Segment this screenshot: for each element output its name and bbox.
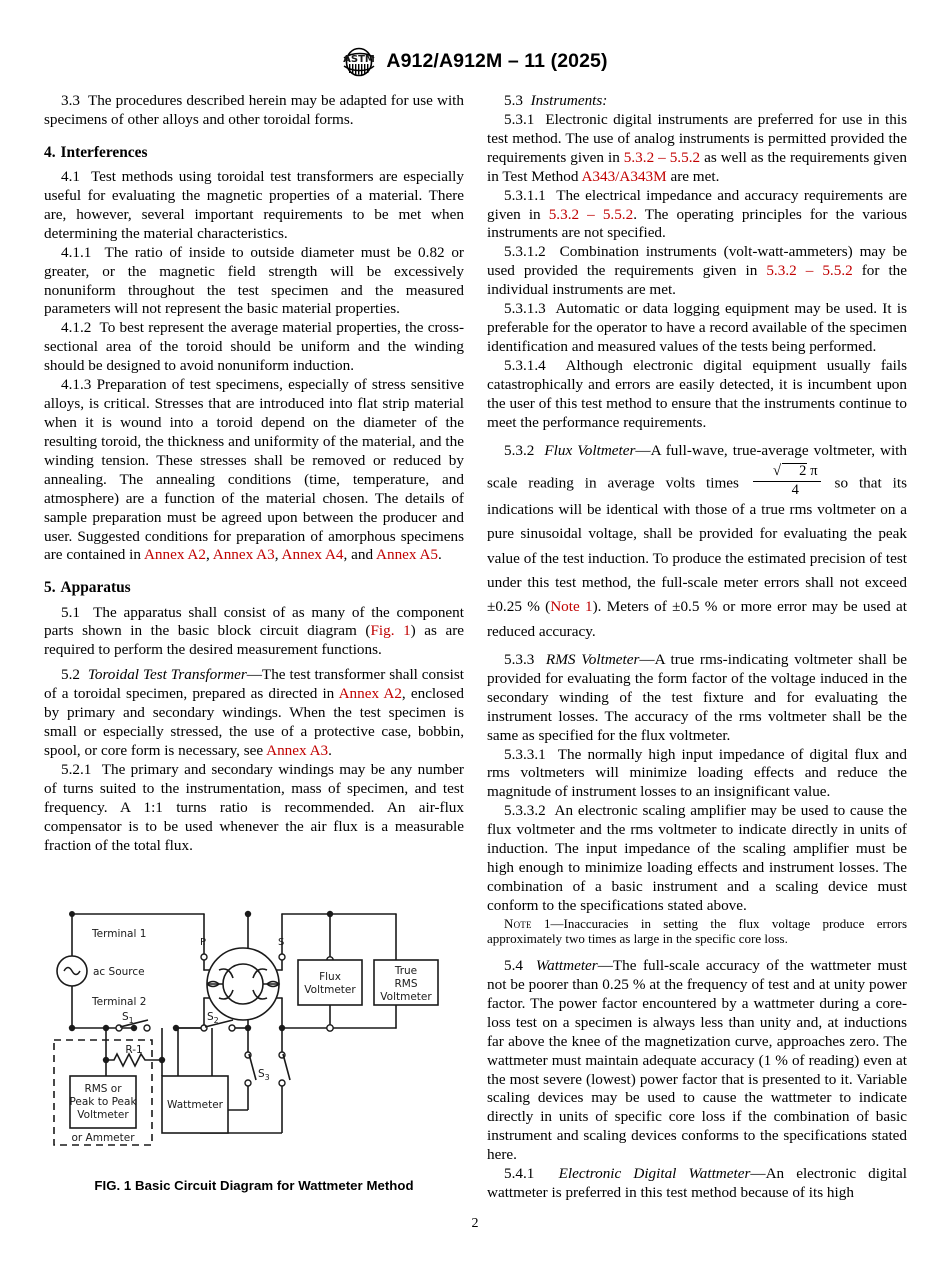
em-dash: — bbox=[597, 957, 613, 975]
heading-4-interferences bbox=[44, 143, 464, 162]
ac-source-symbol bbox=[57, 956, 87, 986]
label-wattmeter: Wattmeter bbox=[167, 1099, 223, 1111]
label-switch-s2: $S_2$ bbox=[207, 1011, 219, 1025]
paragraph-end: . The operating principles for the various instruments are not specified. bbox=[487, 205, 907, 242]
paragraph-5-2-1 bbox=[44, 761, 464, 856]
run-in-heading: Toroidal Test Transformer bbox=[87, 666, 247, 684]
primary-terminal bbox=[201, 954, 207, 960]
link-clause-range[interactable]: 5.3.2 – 5.5.2 bbox=[766, 262, 853, 280]
paragraph-text: The apparatus shall consist of as many of the component parts shown in the basic block circuit diagram ( bbox=[44, 603, 464, 640]
label-true-rms-line1: True bbox=[394, 965, 418, 977]
heading-title: Apparatus bbox=[60, 579, 131, 597]
paragraph-5-4 bbox=[487, 957, 907, 1165]
run-in-heading: Instruments: bbox=[530, 92, 608, 109]
note-text: Inaccuracies in setting the flux voltage produce errors approximately two times as large in the specific core loss. bbox=[487, 915, 908, 947]
label-rms-peak-line2: Peak to Peak bbox=[69, 1096, 137, 1108]
paragraph-number: 5.3.1.2 bbox=[504, 243, 546, 261]
secondary-terminal bbox=[279, 954, 285, 960]
document-designation: A912/A912M – 11 (2025) bbox=[386, 49, 608, 72]
paragraph-number: 5.3.3 bbox=[504, 650, 535, 668]
paragraph-number: 5.3.1.4 bbox=[504, 356, 546, 374]
formula-radicand: 2 bbox=[782, 463, 807, 480]
paragraph-number: 4.1.3 bbox=[61, 376, 92, 394]
paragraph-text: The normally high input impedance of digital flux and rms voltmeters will minimize loading effects and reduce the magnitude of instrument losses to an insignificant value. bbox=[487, 745, 907, 801]
label-ac-source: ac Source bbox=[93, 966, 145, 978]
link-annex-a2[interactable]: Annex A2 bbox=[143, 546, 206, 564]
label-rms-peak-line1: RMS or bbox=[84, 1083, 122, 1095]
paragraph-number: 3.3 bbox=[61, 92, 80, 109]
toroidal-transformer-symbol bbox=[207, 948, 279, 1020]
em-dash: — bbox=[550, 915, 564, 931]
astm-logo-icon bbox=[342, 47, 376, 77]
link-test-method-a343[interactable]: A343/A343M bbox=[581, 167, 667, 185]
paragraph-number: 5.3.3.2 bbox=[504, 802, 546, 820]
paragraph-text: To best represent the average material properties, the cross-sectional area of the toroid should be uniform and the winding should be designed to avoid nonuniform induction. bbox=[44, 319, 465, 375]
paragraph-5-3-1-2 bbox=[487, 243, 907, 300]
em-dash: — bbox=[635, 441, 651, 459]
paragraph-text: The test transformer shall consist of a toroidal specimen, prepared as directed in bbox=[44, 666, 464, 703]
formula-pi: π bbox=[810, 462, 818, 479]
label-resistor-r1: R-1 bbox=[125, 1044, 143, 1056]
label-or-ammeter: or Ammeter bbox=[71, 1132, 135, 1144]
page-header bbox=[0, 46, 950, 76]
note-1-paragraph bbox=[487, 916, 907, 947]
paragraph-text: The procedures described herein may be adapted for use with specimens of other alloys and other toroidal forms. bbox=[44, 92, 464, 128]
paragraph-number: 4.1.2 bbox=[61, 319, 92, 337]
label-primary: P bbox=[200, 937, 207, 948]
em-dash: — bbox=[246, 666, 262, 684]
paragraph-number: 5.2 bbox=[61, 666, 80, 684]
paragraph-3-3 bbox=[44, 92, 464, 130]
paragraph-number: 4.1 bbox=[61, 168, 80, 186]
label-true-rms-line2: RMS bbox=[394, 978, 418, 990]
heading-number: 4. bbox=[44, 143, 56, 161]
link-clause-range[interactable]: 5.3.2 – 5.5.2 bbox=[548, 205, 634, 223]
em-dash: — bbox=[639, 650, 655, 668]
link-note-1[interactable]: Note 1 bbox=[550, 598, 593, 616]
paragraph-end: . bbox=[438, 546, 442, 564]
paragraph-number: 5.3 bbox=[504, 92, 523, 109]
paragraph-5-3-3 bbox=[487, 651, 907, 746]
paragraph-5-3-3-2 bbox=[487, 802, 907, 916]
paragraph-text: ) as are required to perform the desired measurement functions. bbox=[44, 622, 465, 659]
paragraph-5-3-1 bbox=[487, 111, 907, 187]
label-flux-voltmeter-line2: Voltmeter bbox=[304, 984, 356, 996]
run-in-heading: Electronic Digital Wattmeter bbox=[558, 1165, 751, 1183]
page-number: 2 bbox=[471, 1216, 479, 1231]
paragraph-end: are met. bbox=[666, 167, 720, 185]
formula-sqrt2-pi-over-4: $\frac{√ 2 \pi}{4}$ bbox=[753, 463, 821, 498]
link-annex-a3[interactable]: Annex A3 bbox=[266, 742, 329, 759]
formula-denominator: 4 bbox=[791, 481, 799, 498]
label-terminal-1: Terminal 1 bbox=[92, 928, 147, 940]
paragraph-5-3-1-4 bbox=[487, 357, 907, 433]
paragraph-4-1-1 bbox=[44, 244, 464, 320]
figure-caption: FIG. 1 Basic Circuit Diagram for Wattmeter Method bbox=[94, 1178, 414, 1193]
paragraph-end: for the individual instruments are met. bbox=[487, 262, 908, 299]
text-separator: , bbox=[205, 546, 213, 564]
paragraph-number: 5.4 bbox=[504, 957, 523, 975]
paragraph-4-1-3 bbox=[44, 376, 464, 565]
paragraph-5-1 bbox=[44, 604, 464, 661]
run-in-heading: Flux Voltmeter bbox=[544, 441, 636, 459]
wattmeter-box bbox=[162, 1028, 228, 1133]
circuit-diagram bbox=[44, 900, 464, 1165]
run-in-heading: Wattmeter bbox=[535, 957, 598, 975]
link-annex-a3[interactable]: Annex A3 bbox=[212, 546, 275, 564]
paragraph-5-3-2 bbox=[487, 439, 907, 644]
paragraph-text: Preparation of test specimens, especially of stress sensitive alloys, is critical. Stresses that are introduced into flat strip material when it is wound into a toroid depend on the diameter of the resulting toroid, the thickness and uniformity of the material, and the winding tension. These stresses shall be removed or reduced by annealing. The annealing conditions (time, temperature, and atmosphere) are a function of the material chosen. The details of sample preparation must be agreed upon between the producer and user. Suggested conditions for preparation of amorphous specimens are contained in bbox=[44, 376, 465, 564]
link-annex-a5[interactable]: Annex A5 bbox=[376, 546, 439, 564]
paragraph-5-3-1-3 bbox=[487, 300, 907, 357]
label-secondary: S bbox=[278, 937, 285, 948]
link-fig-1[interactable]: Fig. 1 bbox=[370, 622, 411, 640]
paragraph-5-4-1 bbox=[487, 1165, 907, 1203]
paragraph-number: 4.1.1 bbox=[61, 243, 92, 261]
paragraph-text: so that its indications will be identical with those of a true rms voltmeter on a pure sinusoidal voltage, shall be provided for evaluating the peak value of the test induction. To produce the estimated precision of test under this test method, the full-scale meter errors shall not exceed ±0.25 % ( bbox=[487, 474, 907, 616]
paragraph-number: 5.3.1.1 bbox=[504, 186, 546, 204]
link-annex-a2[interactable]: Annex A2 bbox=[338, 685, 402, 703]
paragraph-end: . bbox=[328, 742, 332, 759]
paragraph-text: A true rms-indicating voltmeter shall be provided for evaluating the form factor of the voltage induced in the secondary winding of the test fixture and for evaluating the instrument losses. The accuracy of the rms voltmeter shall be the same as specified for the flux voltmeter. bbox=[487, 650, 907, 744]
right-column bbox=[487, 92, 907, 1203]
figure-1 bbox=[44, 900, 464, 1193]
heading-title: Interferences bbox=[60, 143, 148, 161]
paragraph-text: as well as the requirements given in Test Method bbox=[487, 148, 908, 185]
paragraph-4-1-2 bbox=[44, 319, 464, 376]
terminal-1-node bbox=[69, 911, 75, 917]
label-terminal-2: Terminal 2 bbox=[92, 996, 147, 1008]
paragraph-text: Combination instruments (volt-watt-ammeters) may be used provided the requirements given in bbox=[487, 243, 907, 280]
text-separator: , bbox=[274, 546, 282, 564]
em-dash: — bbox=[750, 1165, 766, 1183]
heading-number: 5. bbox=[44, 579, 56, 597]
paragraph-4-1 bbox=[44, 168, 464, 244]
heading-5-apparatus bbox=[44, 578, 464, 597]
left-column bbox=[44, 92, 464, 856]
paragraph-text: Electronic digital instruments are preferred for use in this test method. The use of analog instruments is permitted provided the requirements given in bbox=[487, 110, 907, 166]
paragraph-number: 5.3.2 bbox=[504, 441, 535, 459]
paragraph-text: An electronic scaling amplifier may be used to cause the flux voltmeter and the rms voltmeter to indicate directly in units of induction. The input impedance of the scaling amplifier must be high enough to minimize loading effects and instrument losses. The combination of a basic instrument and a scaling device must conform to the specifications stated above. bbox=[487, 802, 907, 914]
paragraph-text: A full-wave, true-average voltmeter, with scale reading in average volts times bbox=[487, 441, 907, 492]
paragraph-text: Although electronic digital equipment usually fails catastrophically and errors are easily detected, it is incumbent upon the user of this test method to ensure that the instruments continue to meet the performance requirements. bbox=[487, 356, 907, 431]
link-annex-a4[interactable]: Annex A4 bbox=[281, 546, 344, 564]
paragraph-text: The full-scale accuracy of the wattmeter must not be poorer than 0.25 % at the frequency of test and at unity power factor. The power factor encountered by a wattmeter during a core-loss test on a specimen is always less than unity and, at inductions far above the knee of the magnetization curve, approaches zero. The wattmeter must maintain adequate accuracy (1 % of reading) even at the most severe (lowest) power factor that is presented to it. Variable scaling devices may be used to cause the wattmeter to indicate directly in units of specific core loss if the combination of basic instrument and scaling devices conforms to the specifications stated here. bbox=[487, 957, 907, 1164]
label-switch-s3: $S_3$ bbox=[258, 1068, 270, 1082]
paragraph-number: 5.1 bbox=[61, 603, 80, 621]
paragraph-text: , enclosed by primary and secondary windings. When the test specimen is small or especially stressed, the use of a protective case, bobbin, spool, or core form is necessary, see bbox=[44, 685, 464, 759]
link-clause-range[interactable]: 5.3.2 – 5.5.2 bbox=[623, 148, 701, 166]
paragraph-text: An electronic digital wattmeter is preferred in this test method because of its high bbox=[487, 1165, 907, 1202]
paragraph-end: ). Meters of ±0.5 % or more error may be used at reduced accuracy. bbox=[487, 598, 907, 640]
paragraph-text: Test methods using toroidal test transformers are especially useful for evaluating the magnetic properties of a material. There are, however, several important requirements to be met when determining the material characteristics. bbox=[44, 168, 464, 242]
paragraph-number: 5.3.1 bbox=[504, 110, 535, 128]
paragraph-text: The primary and secondary windings may be any number of turns suited to the instrumentation, mass of specimen, and test frequency. A 1:1 turns ratio is recommended. An air-flux compensator is to be used whenever the air flux is a measurable fraction of the total flux. bbox=[44, 760, 464, 854]
svg-text:ASTM: ASTM bbox=[343, 54, 376, 65]
paragraph-5-3-3-1 bbox=[487, 746, 907, 803]
note-label: Note bbox=[504, 915, 532, 931]
paragraph-number: 5.2.1 bbox=[61, 760, 92, 778]
paragraph-number: 5.3.1.3 bbox=[504, 300, 546, 318]
paragraph-number: 5.4.1 bbox=[504, 1165, 535, 1183]
paragraph-number: 5.3.3.1 bbox=[504, 745, 546, 763]
paragraph-5-3-1-1 bbox=[487, 187, 907, 244]
label-true-rms-line3: Voltmeter bbox=[380, 991, 432, 1003]
paragraph-text: Automatic or data logging equipment may be used. It is preferable for the operator to have a record available of the specimen identification and measured values of the tests being performed. bbox=[487, 300, 907, 355]
text-separator: , and bbox=[343, 546, 377, 564]
paragraph-5-2 bbox=[44, 666, 464, 761]
label-rms-peak-line3: Voltmeter bbox=[77, 1109, 129, 1121]
label-flux-voltmeter-line1: Flux bbox=[319, 971, 341, 983]
label-switch-s1: $S_1$ bbox=[122, 1011, 134, 1025]
paragraph-5-3 bbox=[487, 92, 907, 111]
paragraph-text: The electrical impedance and accuracy requirements are given in bbox=[487, 186, 907, 223]
run-in-heading: RMS Voltmeter bbox=[545, 650, 640, 668]
note-number: 1 bbox=[531, 915, 551, 931]
paragraph-text: The ratio of inside to outside diameter must be 0.82 or greater, or the magnetic field strength will be excessively nonuniform throughout the test specimen and the measured parameters will not represent the basic material properties. bbox=[44, 243, 464, 318]
